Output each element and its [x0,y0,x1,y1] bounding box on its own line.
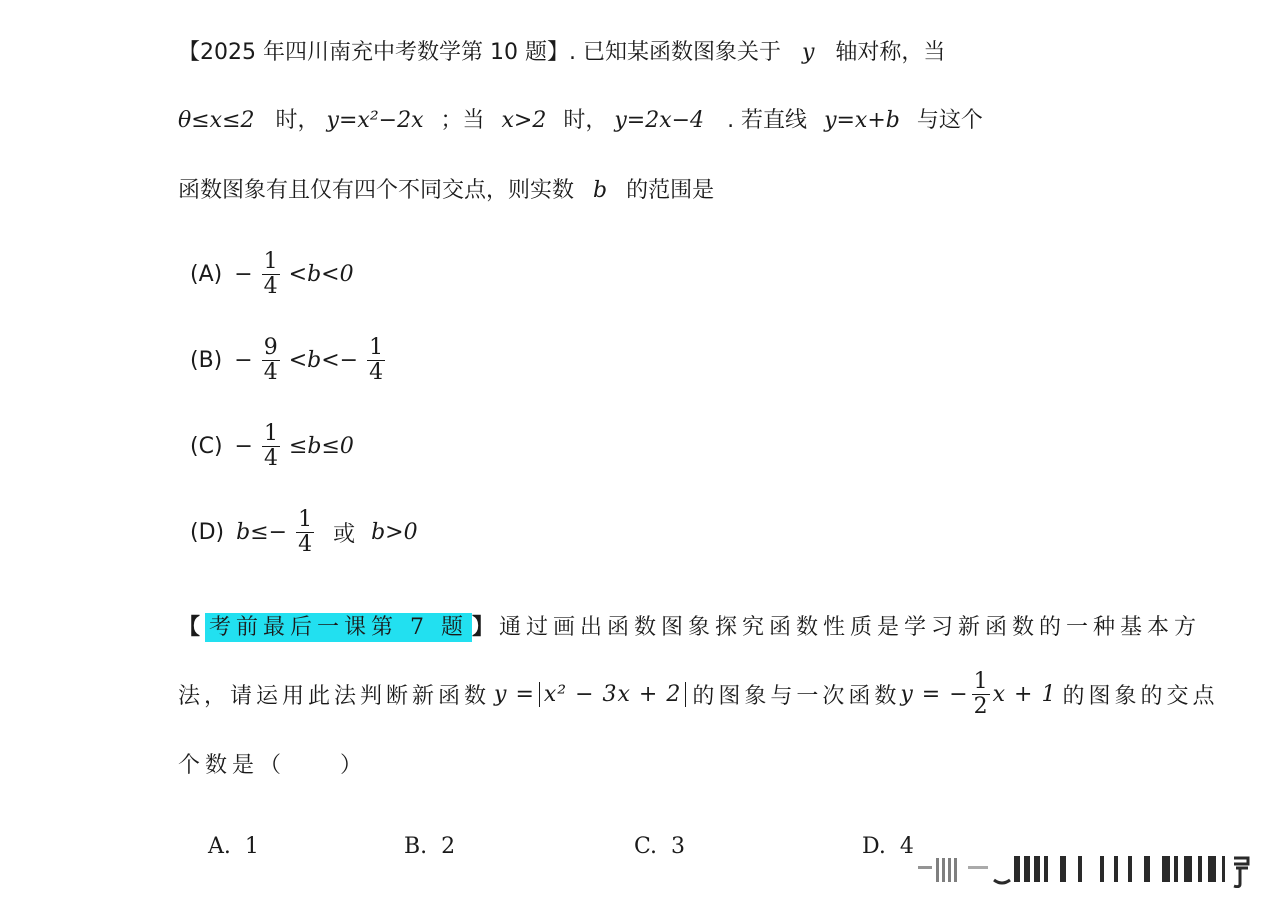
problem2-line3: 个数是（ ） [178,753,368,778]
fraction-den: 4 [263,446,278,471]
option-a-label: (A) [190,262,223,287]
problem1-text-a: . 已知某函数图象关于 [568,40,781,65]
source-bracket-close: 】 [472,614,500,640]
option-c-label: (C) [190,434,223,459]
fraction-den: 4 [263,274,278,299]
choice-a-value: 1 [244,834,259,859]
text-yuzhege: 与这个 [916,108,983,133]
problem1-line3-text: 函数图象有且仅有四个不同交点，则实数 [178,178,575,203]
option-c-minus: − [234,434,253,459]
equation-2: y=2x−4 [614,108,705,133]
problem2-line1-text: 通过画出函数图象探究函数性质是学习新函数的一种基本方 [499,615,1202,640]
option-b[interactable] [190,336,388,385]
option-b-fraction-1 [262,336,280,385]
choice-c[interactable] [634,834,685,859]
option-c[interactable] [190,422,354,471]
choice-b-value: 2 [441,834,456,859]
problem1-line1 [178,38,945,68]
fraction-den: 4 [298,532,313,557]
fraction-num: 1 [369,335,384,360]
choice-b[interactable] [404,834,455,859]
var-b: b [593,178,608,203]
option-c-inequality: ≤b≤0 [288,434,354,459]
option-d-fraction [296,508,314,557]
function-2-rhs: x + 1 [992,682,1057,707]
choice-c-value: 3 [671,834,686,859]
problem1-line3 [178,176,714,206]
option-c-fraction [262,422,280,471]
option-a-fraction [262,250,280,299]
source-bracket-open: 【 [178,614,206,640]
choice-d[interactable] [862,834,914,859]
condition-1: θ≤x≤2 [178,108,255,133]
fraction-den: 2 [973,694,988,719]
option-b-inequality: <b<− [288,348,359,373]
choice-b-label: B. [404,834,428,859]
var-y: y [801,40,815,65]
option-a-minus: − [234,262,253,287]
option-b-minus: − [234,348,253,373]
text-shi-1: 时， [275,108,320,133]
problem1-text-b: 轴对称，当 [835,40,946,65]
option-b-fraction-2 [367,336,385,385]
choice-d-value: 4 [899,834,914,859]
condition-2: x>2 [501,108,547,133]
fraction-num: 1 [263,249,278,274]
equation-3: y=x+b [824,108,900,133]
option-d[interactable] [190,508,418,557]
problem1-source: 【2025 年四川南充中考数学第 10 题】 [178,40,569,65]
fraction-num: 1 [298,507,313,532]
option-a-inequality: <b<0 [288,262,354,287]
fraction-num: 1 [973,669,988,694]
fraction-num: 1 [263,421,278,446]
problem2-line2-text-c: 的图象的交点 [1062,684,1219,709]
function-1-lhs: y = [494,682,535,707]
function-1-abs: x² − 3x + 2 [539,682,686,707]
problem2-line2 [178,670,1219,719]
problem1-line2 [178,106,983,136]
fraction-den: 4 [263,360,278,385]
function-2-fraction [972,670,990,719]
choice-a-label: A. [208,834,231,859]
fraction-num: 9 [263,335,278,360]
watermark-graphic [918,852,1258,888]
choice-a[interactable] [208,834,259,859]
option-b-label: (B) [190,348,223,373]
option-a[interactable] [190,250,354,299]
option-d-label: (D) [190,520,225,545]
problem2-line2-text-b: 的图象与一次函数 [692,684,901,709]
problem1-line3-end: 的范围是 [626,178,715,203]
text-dang: ；当 [440,108,485,133]
choice-d-label: D. [862,834,886,859]
problem2-line2-text-a: 法，请运用此法判断新函数 [178,684,491,709]
function-2-lhs: y = − [900,682,969,707]
text-ruo: . 若直线 [727,108,808,133]
problem2-line1 [178,610,1201,641]
equation-1: y=x²−2x [326,108,424,133]
option-d-inequality-2: b>0 [371,520,418,545]
option-d-or: 或 [333,522,356,547]
choice-c-label: C. [634,834,658,859]
fraction-den: 4 [369,360,384,385]
text-shi-2: 时， [563,108,608,133]
option-d-inequality-1: b≤− [236,520,288,545]
problem2-source-highlight: 考前最后一课第 7 题 [205,613,472,642]
